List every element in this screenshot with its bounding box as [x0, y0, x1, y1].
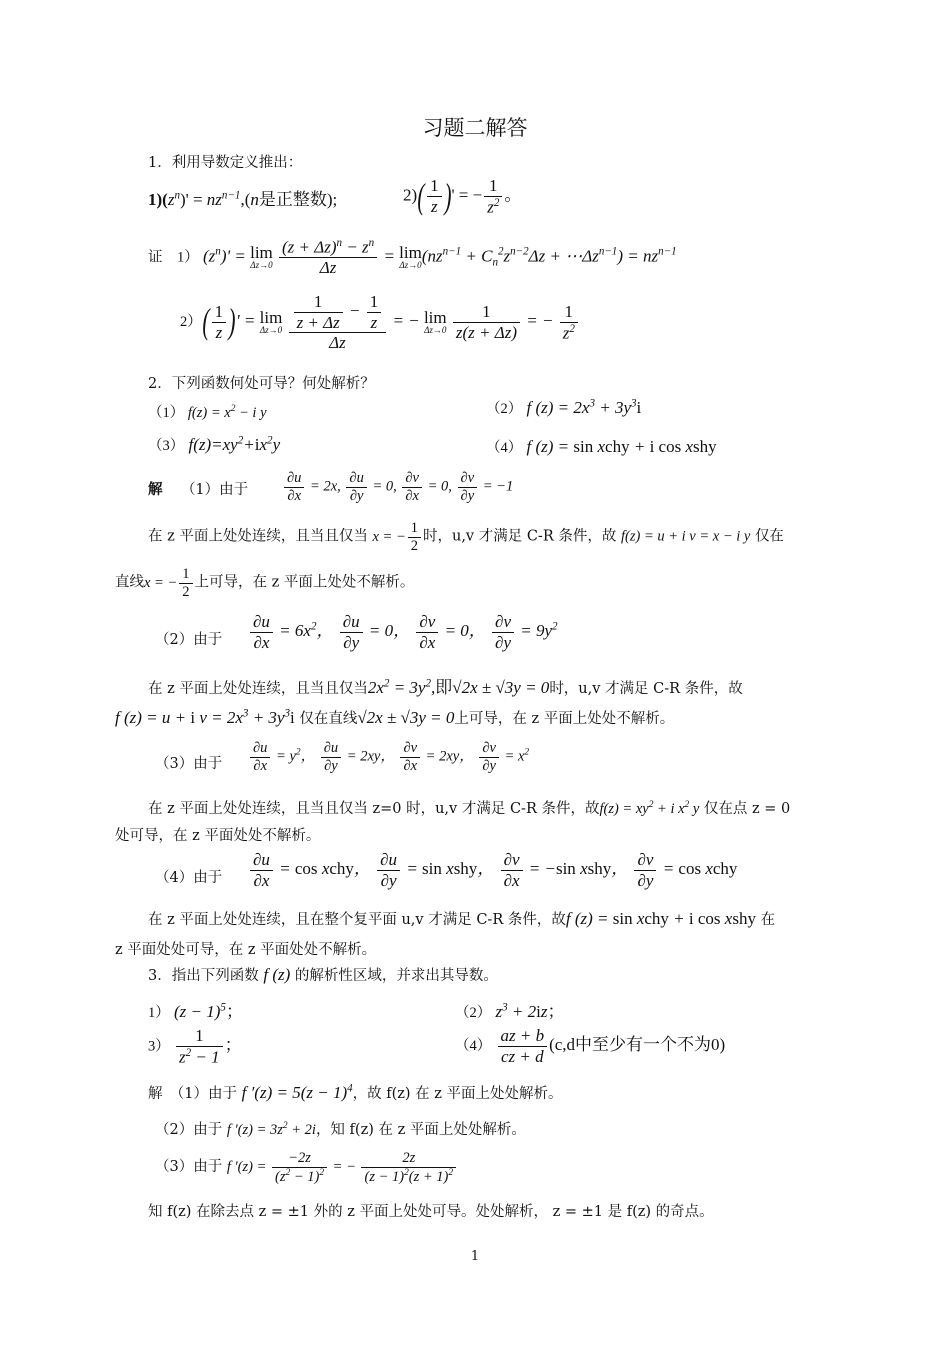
problem-2-item-4: （4） f (z) = sin xchy + i cos xshy [486, 437, 717, 456]
solution-2-2-derivatives: $\frac{\partial u}{\partial x}$ = $6x^2$， $\frac{\partial u}{\partial y}$ = 0， $\frac{\partial v}{\partial x}$ = 0， $\frac{\partial v}{\partial y}$ = $9y^2$ [248, 612, 558, 652]
problem-3-item-4: （4） $\frac{az + b}{cz + d}$ (c,d中至少有一个不为0) [455, 1026, 726, 1066]
proof-1: 证 1） $(z^n)' = \lim$ Δz→0 $\frac{(z + \Delta z)^n - z^n}{\Delta z}$ = lim Δz→0 ($nz^{n-1} + C_n^2z^{n-2}\Delta z$ + $\cdots\Delta z^{n-1}) = nz^{n-1}$ [148, 237, 677, 278]
solution-2-4-text: 在 z 平面上处处连续，且在整个复平面 u,v 才满足 C-R 条件，故f (z) = sin xchy + i cos xshy 在 [148, 909, 776, 928]
problem-3-item-1: 1） $(z - 1)^5$； [148, 1001, 243, 1021]
solution-2-4-text-2: z 平面处处可导，在 z 平面处处不解析。 [115, 942, 377, 958]
problem-2-item-2: （2） f $(z) = 2x^3 + 3y^3i$ [486, 397, 642, 417]
problem-3-item-2: （2） $z^3 + 2iz$； [455, 1001, 565, 1021]
solution-3-3: （3）由于 f ′(z) = $\frac{-2z}{(z^2 - 1)^2}$ = − $\frac{2z}{(z - 1)^2(z + 1)^2}$ [155, 1150, 458, 1185]
solution-2-3-derivatives: $\frac{\partial u}{\partial x}$ = $y^2$， $\frac{\partial u}{\partial y}$ = 2xy， $\frac{\partial v}{\partial x}$ = 2xy， $\frac{\partial v}{\partial y}$ = $x^2$ [248, 740, 529, 774]
solution-2-3-lead: （3）由于 [155, 756, 223, 772]
problem-2-item-1: （1） $f(z) = x^2 - i$ y [148, 404, 267, 421]
problem-1-statement: $1)(z^n)' = nz^{n-1},(n$是正整数); [148, 189, 338, 209]
solution-2-1-lead: 解 （1）由于 [148, 481, 249, 498]
solution-2-2-text: 在 z 平面上处处连续，且当且仅当$2x^2 = 3y^2$,即√2x ± √3y = 0时，u,v 才满足 C-R 条件，故 [148, 677, 743, 697]
problem-1-label: 1．利用导数定义推出： [148, 155, 303, 171]
solution-2-1-derivatives: $\frac{\partial u}{\partial x}$ = 2x, $\frac{\partial u}{\partial y}$ = 0, $\frac{\partial v}{\partial x}$ = 0, $\frac{\partial v}{\partial y}$ = −1 [282, 470, 513, 504]
solution-3-1: 解 （1）由于 f $'(z) = 5(z - 1)^4$，故 f(z) 在 z 平面上处处解析。 [148, 1082, 563, 1102]
solution-2-2-lead: （2）由于 [155, 632, 223, 648]
solution-2-4-derivatives: $\frac{\partial u}{\partial x}$ = cos xchy， $\frac{\partial u}{\partial y}$ = sin xshy， $\frac{\partial v}{\partial x}$ = −sin xshy， $\frac{\partial v}{\partial y}$ = cos xchy [248, 850, 737, 890]
solution-3-2: （2）由于 f $'(z) = 3z^2 + 2i$，知 f(z) 在 z 平面上处处解析。 [155, 1121, 526, 1138]
solution-2-4-lead: （4）由于 [155, 870, 223, 886]
problem-3-item-3: 3） $\frac{1}{z^2 - 1}$ ； [148, 1026, 242, 1067]
page-number: 1 [470, 1249, 480, 1264]
solution-2-2-text-2: f (z) = u + i $v = 2x^3 + 3y^3i$ 仅在直线√2x ± √3y = 0上可导，在 z 平面上处处不解析。 [115, 707, 675, 727]
problem-3-label: 3．指出下列函数 f (z) 的解析性区域，并求出其导数。 [148, 965, 498, 984]
page-title: 习题二解答 [422, 116, 528, 140]
problem-1-part2: 2)( $\frac{1}{z}$ )' = − $\frac{1}{z^2}$ 。 [403, 175, 522, 217]
proof-2: 2）( $\frac{1}{z}$ )' = lim Δz→0 $\frac{1}{z + \Delta z}$ − $\frac{1}{z}$ Δz = − lim Δz→0 $\frac{1}{z(z + \Delta z)}$ = − $\frac{1}{z^2}$ [180, 292, 580, 353]
solution-2-1-text-2: 直线x = − $\frac{1}{2}$ 上可导，在 z 平面上处处不解析。 [115, 566, 415, 600]
solution-2-1-text: 在 z 平面上处处连续，且当且仅当 x = − $\frac{1}{2}$ 时，u,v 才满足 C-R 条件，故 f(z) = u + i v = x − i y 仅在 [148, 520, 784, 554]
solution-3-3-text: 知 f(z) 在除去点 z = ±1 外的 z 平面上处处可导。处处解析， z = ±1 是 f(z) 的奇点。 [148, 1204, 714, 1220]
problem-2-item-3: （3） $f(z)=xy^2+ix^2y$ [148, 434, 281, 454]
solution-2-3-text: 在 z 平面上处处连续，且当且仅当 z=0 时，u,v 才满足 C-R 条件，故$f(z) = xy^2 + i$ $x^2$ y 仅在点 z = 0 [148, 800, 791, 817]
solution-2-3-text-2: 处可导，在 z 平面处处不解析。 [115, 828, 321, 844]
problem-2-label: 2．下列函数何处可导？何处解析？ [148, 376, 375, 392]
